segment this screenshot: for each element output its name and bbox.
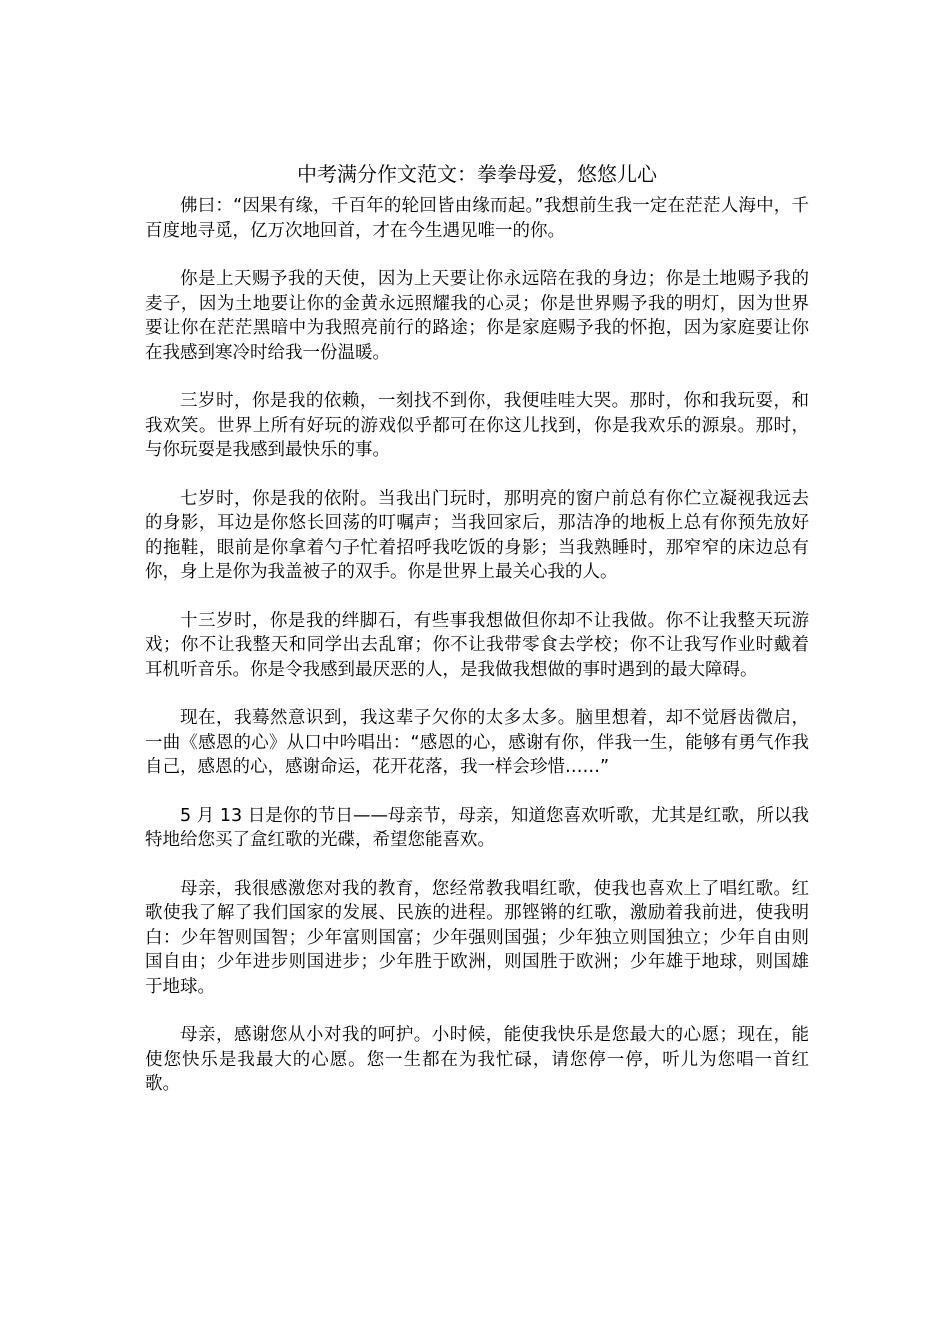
paragraph-2: 你是上天赐予我的天使，因为上天要让你永远陪在我的身边；你是土地赐予我的麦子，因为土地要让你的金黄永远照耀我的心灵；你是世界赐予我的明灯，因为世界要让你在茫茫黑暗中为我照亮前行的路途；你是家庭赐予我的怀抱，因为家庭要让你在我感到寒冷时给我一份温暖。	[145, 269, 809, 363]
document-page	[145, 158, 809, 1121]
paragraph-8: 母亲，我很感激您对我的教育，您经常教我唱红歌，使我也喜欢上了唱红歌。红歌使我了解了我们国家的发展、民族的进程。那铿锵的红歌，激励着我前进，使我明白：少年智则国智；少年富则国富；少年强则国强；少年独立则国独立；少年自由则国自由；少年进步则国进步；少年胜于欧洲，则国胜于欧洲；少年雄于地球，则国雄于地球。	[145, 878, 809, 997]
page-title: 中考满分作文范文：拳拳母爱，悠悠儿心	[297, 162, 657, 186]
paragraph-7: 5 月 13 日是你的节日——母亲节，母亲，知道您喜欢听歌，尤其是红歌，所以我特地给您买了盒红歌的光碟，希望您能喜欢。	[145, 805, 809, 850]
paragraph-5: 十三岁时，你是我的绊脚石，有些事我想做但你却不让我做。你不让我整天玩游戏；你不让我整天和同学出去乱窜；你不让我带零食去学校；你不让我写作业时戴着耳机听音乐。你是令我感到最厌恶的人，是我做我想做的事时遇到的最大障碍。	[145, 610, 809, 680]
paragraph-6: 现在，我蓦然意识到，我这辈子欠你的太多太多。脑里想着，却不觉唇齿微启，一曲《感恩的心》从口中吟唱出：“感恩的心，感谢有你，伴我一生，能够有勇气作我自己，感恩的心，感谢命运，花开花落，我一样会珍惜……”	[145, 708, 809, 777]
paragraph-9: 母亲，感谢您从小对我的呵护。小时候，能使我快乐是您最大的心愿；现在，能使您快乐是我最大的心愿。您一生都在为我忙碌，请您停一停，听儿为您唱一首红歌。	[145, 1025, 809, 1094]
paragraph-3: 三岁时，你是我的依赖，一刻找不到你，我便哇哇大哭。那时，你和我玩耍，和我欢笑。世界上所有好玩的游戏似乎都可在你这儿找到，你是我欢乐的源泉。那时，与你玩耍是我感到最快乐的事。	[145, 391, 809, 460]
paragraph-4: 七岁时，你是我的依附。当我出门玩时，那明亮的窗户前总有你伫立凝视我远去的身影，耳边是你悠长回荡的叮嘱声；当我回家后，那洁净的地板上总有你预先放好的拖鞋，眼前是你拿着勺子忙着招呼我吃饭的身影；当我熟睡时，那窄窄的床边总有你，身上是你为我盖被子的双手。你是世界上最关心我的人。	[145, 488, 809, 582]
paragraph-1: 佛曰：“因果有缘，千百年的轮回皆由缘而起。”我想前生我一定在茫茫人海中，千百度地寻觅，亿万次地回首，才在今生遇见唯一的你。	[145, 196, 809, 241]
